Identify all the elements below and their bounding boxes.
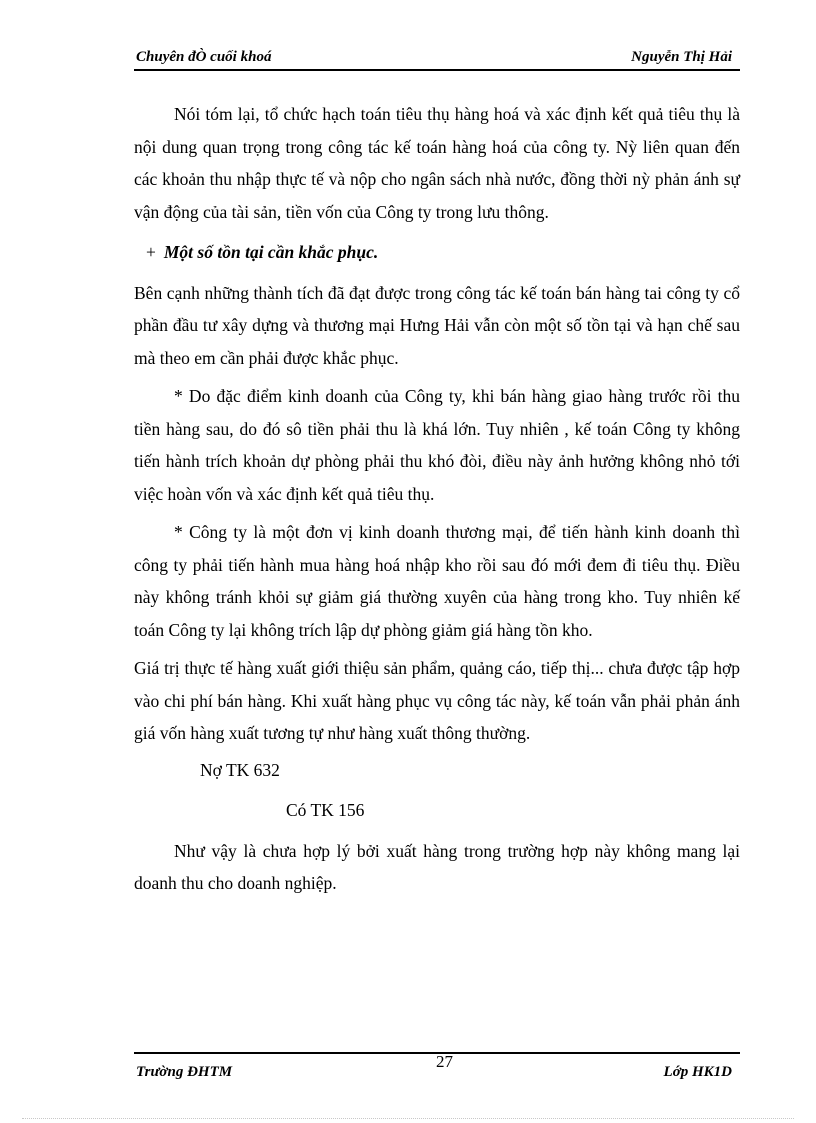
header-title: Chuyên đÒ cuối khoá [136, 49, 272, 65]
page-footer [134, 1052, 740, 1080]
header-author: Nguyễn Thị Hải [631, 49, 732, 65]
paragraph-receivables: * Do đặc điểm kinh doanh của Công ty, khi bán hàng giao hàng trước rồi thu tiền hàng sau, do đó sô tiền phải thu là khá lớn. Tuy nhiên , kế toán Công ty không tiến hành trích khoản dự phòng phải thu khó đòi, điều này ảnh hưởng không nhỏ tới việc hoàn vốn và xác định kết quả tiêu thụ. [134, 386, 740, 504]
journal-entry-debit: Nợ TK 632 [200, 759, 280, 780]
section-heading [134, 236, 740, 269]
footer-class: Lớp HK1D [663, 1064, 732, 1080]
journal-entry-credit: Có TK 156 [286, 800, 365, 820]
page-bottom-divider [22, 1118, 794, 1119]
heading-marker: + [146, 242, 156, 262]
document-body [134, 98, 740, 900]
paragraph-inventory: * Công ty là một đơn vị kinh doanh thương mại, để tiến hành kinh doanh thì công ty phải tiến hành mua hàng hoá nhập kho rồi sau đó mới đem đi tiêu thụ. Điều này không tránh khỏi sự giảm giá thường xuyên của hàng trong kho. Tuy nhiên kế toán Công ty lại không trích lập dự phòng giảm giá hàng tồn kho. [134, 522, 740, 640]
page-header [134, 47, 740, 71]
paragraph-promotion: Giá trị thực tế hàng xuất giới thiệu sản phẩm, quảng cáo, tiếp thị... chưa được tập hợp vào chi phí bán hàng. Khi xuất hàng phục vụ công tác này, kế toán vẫn phải phản ánh giá vốn hàng xuất tương tự như hàng xuất thông thường. [134, 658, 740, 743]
heading-text: Một số tồn tại cần khắc phục. [163, 242, 379, 262]
paragraph-intro: Bên cạnh những thành tích đã đạt được trong công tác kế toán bán hàng tai công ty cổ phần đầu tư xây dựng và thương mại Hưng Hải vẫn còn một số tồn tại và hạn chế sau mà theo em cần phải được khắc phục. [134, 282, 740, 368]
paragraph-conclusion: Như vậy là chưa hợp lý bởi xuất hàng trong trường hợp này không mang lại doanh thu cho doanh nghiệp. [134, 840, 740, 893]
paragraph-summary: Nói tóm lại, tổ chức hạch toán tiêu thụ hàng hoá và xác định kết quả tiêu thụ là nội dung quan trọng trong công tác kế toán hàng hoá của công ty. Nỳ liên quan đến các khoản thu nhập thực tế và nộp cho ngân sách nhà nước, đồng thời nỳ phản ánh sự vận động của tài sản, tiền vốn của Công ty trong lưu thông. [134, 104, 740, 222]
footer-school: Trường ĐHTM [136, 1064, 233, 1080]
page-number: 27 [436, 1052, 453, 1071]
